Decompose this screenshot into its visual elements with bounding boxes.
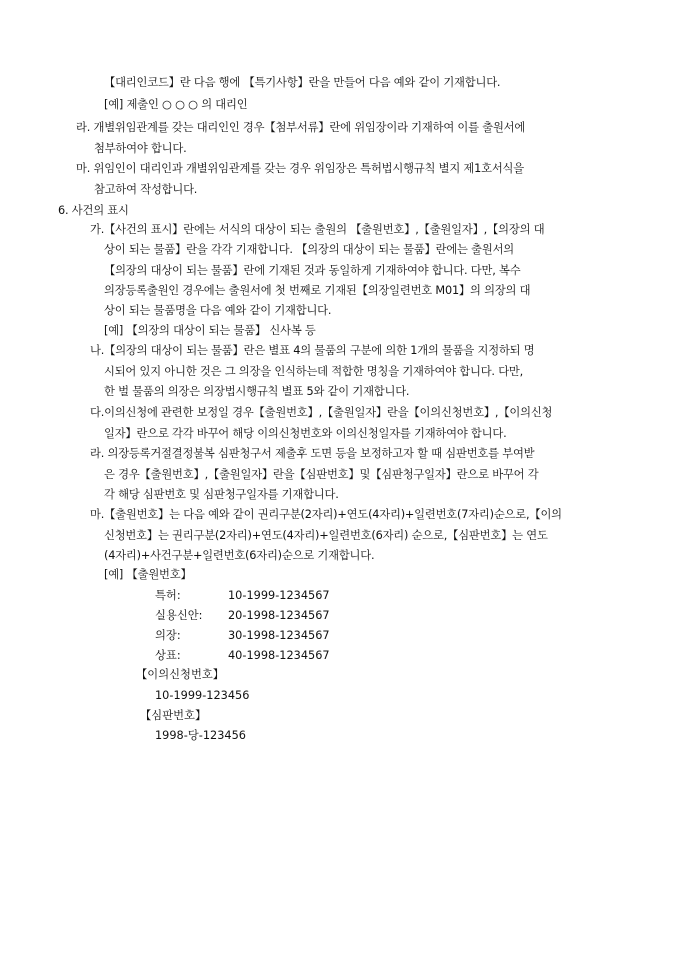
item-ga-line-1: 가.【사건의 표시】란에는 서식의 대상이 되는 출원의 【출원번호】,【출원일자】,【의장의 대 bbox=[90, 223, 545, 236]
text-line: 【대리인코드】란 다음 행에 【특기사항】란을 만들어 다음 예와 같이 기재합니다. bbox=[104, 76, 501, 89]
item-na-line-2: 시되어 있지 아니한 것은 그 의장을 인식하는데 적합한 명칭을 기재하여야 합니다. 다만, bbox=[104, 365, 524, 378]
item-ra-line-1: 라. 개별위임관계를 갖는 대리인인 경우【첨부서류】란에 위임장이라 기재하여 이를 출원서에 bbox=[76, 121, 526, 134]
trial-number-value: 1998-당-123456 bbox=[155, 729, 246, 742]
item-ra2-line-1: 라. 의장등록거절결정불복 심판청구서 제출후 도면 등을 보정하고자 할 때 심판번호를 부여받 bbox=[90, 447, 535, 460]
trial-number-label: 【심판번호】 bbox=[140, 709, 207, 722]
item-ma2-line-3: (4자리)+사건구분+일련번호(6자리)순으로 기재합니다. bbox=[104, 549, 375, 562]
item-ra-line-2: 첨부하여야 합니다. bbox=[94, 142, 187, 155]
item-ma2-line-2: 신청번호】는 권리구분(2자리)+연도(4자리)+일련번호(6자리) 순으로,【심판번호】는 연도 bbox=[104, 529, 548, 542]
example-value-design: 30-1998-1234567 bbox=[228, 629, 330, 642]
example-label-utility: 실용신안: bbox=[155, 609, 203, 622]
example-label-design: 의장: bbox=[155, 629, 181, 642]
item-ra2-line-3: 각 해당 심판번호 및 심판청구일자를 기재합니다. bbox=[104, 488, 339, 501]
section-heading: 6. 사건의 표시 bbox=[58, 204, 129, 217]
example-value-patent: 10-1999-1234567 bbox=[228, 589, 330, 602]
item-ma-line-2: 참고하여 작성합니다. bbox=[94, 183, 198, 196]
example-value-trademark: 40-1998-1234567 bbox=[228, 649, 330, 662]
example-line: [예] 제출인 ○ ○ ○ 의 대리인 bbox=[104, 98, 248, 111]
example-value-utility: 20-1998-1234567 bbox=[228, 609, 330, 622]
item-da-line-1: 다.이의신청에 관련한 보정일 경우【출원번호】,【출원일자】란을【이의신청번호】,【이의신청 bbox=[90, 406, 553, 419]
objection-number-value: 10-1999-123456 bbox=[155, 689, 250, 702]
item-na-line-1: 나.【의장의 대상이 되는 물품】란은 별표 4의 물품의 구분에 의한 1개의 물품을 지정하되 명 bbox=[90, 344, 535, 357]
example-label-patent: 특허: bbox=[155, 589, 181, 602]
item-na-line-3: 한 벌 물품의 의장은 의장법시행규칙 별표 5와 같이 기재합니다. bbox=[104, 385, 410, 398]
example-label-trademark: 상표: bbox=[155, 649, 181, 662]
item-ga-example: [예] 【의장의 대상이 되는 물품】 신사복 등 bbox=[104, 324, 316, 337]
item-ma2-line-1: 마.【출원번호】는 다음 예와 같이 권리구분(2자리)+연도(4자리)+일련번호(7자리)순으로,【이의 bbox=[90, 508, 562, 521]
item-ga-line-2: 상이 되는 물품】란을 각각 기재합니다. 【의장의 대상이 되는 물품】란에는 출원서의 bbox=[104, 243, 515, 256]
example-header: [예] 【출원번호】 bbox=[104, 568, 192, 581]
item-ga-line-3: 【의장의 대상이 되는 물품】란에 기재된 것과 동일하게 기재하여야 합니다. 다만, 복수 bbox=[104, 264, 521, 277]
item-da-line-2: 일자】란으로 각각 바꾸어 해당 이의신청번호와 이의신청일자를 기재하여야 합니다. bbox=[104, 427, 507, 440]
objection-number-label: 【이의신청번호】 bbox=[136, 668, 225, 681]
item-ga-line-4: 의장등록출원인 경우에는 출원서에 첫 번째로 기재된【의장일련번호 M01】의 의장의 대 bbox=[104, 284, 531, 297]
item-ga-line-5: 상이 되는 물품명을 다음 예와 같이 기재합니다. bbox=[104, 304, 332, 317]
item-ra2-line-2: 은 경우【출원번호】,【출원일자】란을【심판번호】및【심판청구일자】란으로 바꾸어 각 bbox=[104, 468, 539, 481]
item-ma-line-1: 마. 위임인이 대리인과 개별위임관계를 갖는 경우 위임장은 특허법시행규칙 별지 제1호서식을 bbox=[76, 162, 524, 175]
